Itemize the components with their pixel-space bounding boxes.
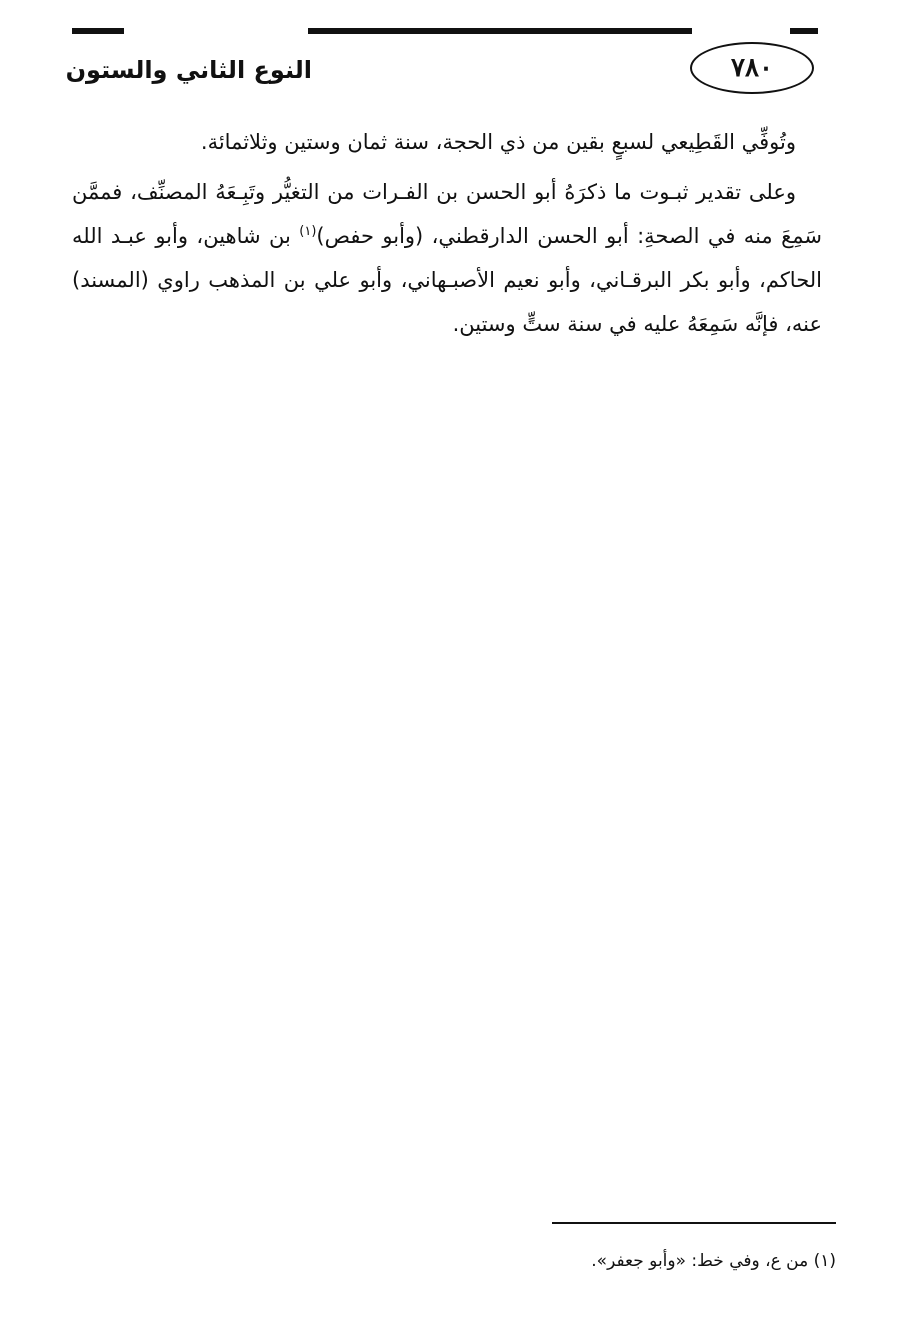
footnote-1: (١) من ع، وفي خط: «وأبو جعفر». <box>591 1251 836 1271</box>
main-text <box>72 120 822 346</box>
page-number-text: ٧٨٠ <box>731 53 773 83</box>
paragraph-1: وتُوفِّي القَطِيعي لسبعٍ بقين من ذي الحجة، سنة ثمان وستين وثلاثمائة. <box>200 130 796 154</box>
paragraph-2 <box>72 170 822 346</box>
header-rule-right <box>790 28 818 34</box>
paragraph-2-text-tail: بن شاهين، وأبو عبـد الله الحاكم، وأبو بكر البرقـاني، وأبو نعيم الأصبـهاني، وأبو علي بن المذهب راوي (المسند) عنه، فإنَّه سَمِعَهُ عليه في سنة ستٍّ وستين. <box>72 224 822 336</box>
header-rule-middle <box>308 28 692 34</box>
chapter-title: النوع الثاني والستون <box>124 50 312 90</box>
paragraph-2-text: وعلى تقدير ثبـوت ما ذكرَهُ أبو الحسن بن الفـرات من التغيُّر وتَبِـعَهُ المصنِّف، فممَّن سَمِعَ منه في الصحةِ: أبو الحسن الدارقطني، (وأبو حفص) <box>72 180 822 248</box>
header-rule-left <box>72 28 124 34</box>
footnote-separator <box>552 1222 836 1224</box>
footnote-reference-1[interactable]: (١) <box>299 224 317 239</box>
page-number <box>690 42 814 94</box>
